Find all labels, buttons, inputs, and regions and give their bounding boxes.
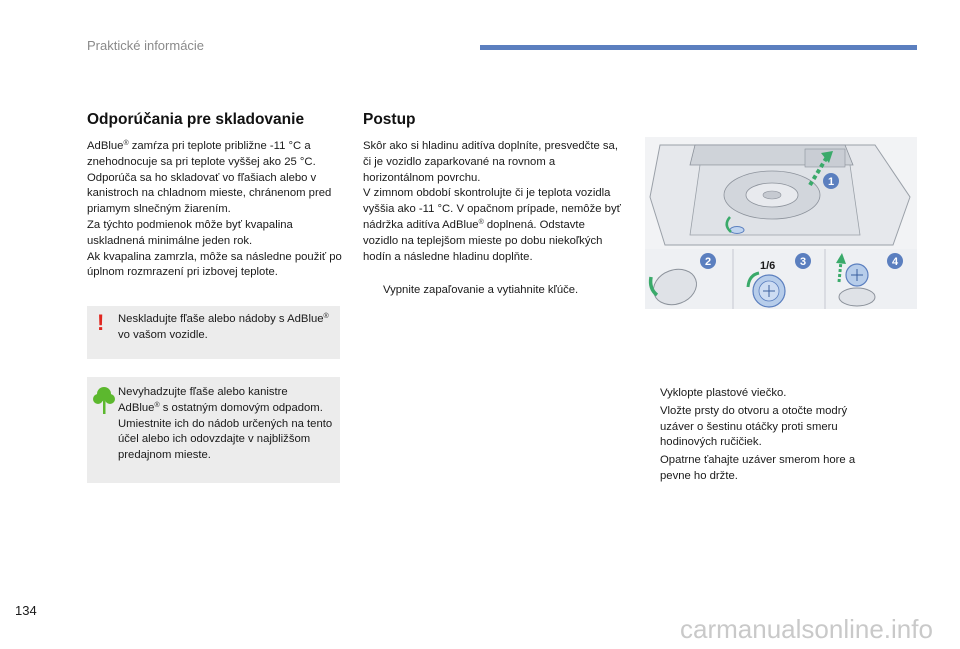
- procedure-heading: Postup: [363, 111, 416, 128]
- brand-name: AdBlue: [87, 140, 124, 152]
- registered-mark: ®: [123, 140, 129, 147]
- storage-heading: Odporúčania pre skladovanie: [87, 111, 305, 128]
- step-text: Opatrne ťahajte uzáver smerom hore a pevne ho držte.: [660, 454, 856, 482]
- storage-paragraph-3: Ak kvapalina zamrzla, môže sa následne použiť po úplnom rozmrazení pri izbovej teplote.: [87, 250, 342, 279]
- procedure-section: [363, 111, 621, 265]
- adblue-filler-illustration: [645, 137, 917, 309]
- running-header: Praktické informácie: [87, 38, 205, 53]
- procedure-intro-a: Skôr ako si hladinu aditíva doplníte, presvedčte sa, či je vozidlo zaparkované na rovnom a horizontálnom povrchu.: [363, 140, 618, 184]
- storage-section: [87, 111, 342, 281]
- brand-name: AdBlue: [118, 401, 155, 414]
- step-text: Vypnite zapaľovanie a vytiahnite kľúče.: [383, 284, 579, 296]
- procedure-intro-b: [363, 186, 621, 265]
- registered-mark: ®: [154, 401, 160, 409]
- intro-b-text-2: doplnená. Odstavte vozidlo na teplejšom mieste po dobu niekoľkých hodín a následne hladinu doplňte.: [363, 218, 603, 263]
- storage-text: zamŕza pri teplote približne -11 °C a znehodnocuje sa pri teplote vyššej ako 25 °C. Odporúča sa ho skladovať vo fľašiach alebo v kanistroch na chladnom mieste, chránenom pred priamym slnečným žiarením.: [87, 140, 332, 216]
- warning-icon: !: [97, 310, 105, 335]
- page-number: 134: [15, 603, 37, 618]
- registered-mark: ®: [323, 313, 329, 320]
- eco-line-1: Nevyhadzujte fľaše alebo kanistre: [118, 386, 288, 398]
- storage-paragraph-2: Za týchto podmienok môže byť kvapalina uskladnená minimálne jeden rok.: [87, 218, 293, 247]
- watermark: carmanualsonline.info: [680, 614, 933, 644]
- procedure-step-1: [363, 283, 641, 299]
- step-text: Vložte prsty do otvoru a otočte modrý uzáver o šestinu otáčky proti smeru hodinových ručičiek.: [660, 404, 848, 449]
- callout-2: 2: [704, 256, 712, 268]
- storage-paragraph-1: [87, 139, 342, 218]
- procedure-step-4: [640, 453, 875, 485]
- callout-4: 4: [891, 256, 899, 268]
- environment-box: [87, 377, 340, 483]
- callout-3: 3: [799, 256, 807, 268]
- header-accent-bar: [480, 45, 917, 50]
- procedure-steps-continued: [640, 386, 875, 485]
- callout-1: 1: [827, 176, 835, 188]
- dial-label: 1/6: [760, 260, 776, 272]
- intro-b-text: V zimnom období skontrolujte či je teplota vozidla vyššia ako -11 °C. V opačnom prípade, nemôže byť nádržka aditíva AdBlue: [363, 187, 621, 231]
- tree-icon: [93, 385, 115, 415]
- environment-text: [118, 385, 338, 464]
- eco-line-2: s ostatným domovým odpadom. Umiestnite ich do nádob určených na tento účel alebo ich odovzdajte v najbližšom predajnom mieste.: [118, 401, 333, 462]
- registered-mark: ®: [478, 218, 484, 226]
- step-text: Vyklopte plastové viečko.: [660, 387, 787, 399]
- warning-text: [118, 312, 336, 344]
- warning-box: [87, 306, 340, 359]
- procedure-step-3: [640, 404, 875, 451]
- procedure-step-2: [640, 386, 875, 402]
- warning-text-a: Neskladujte fľaše alebo nádoby s AdBlue: [118, 313, 324, 325]
- warning-text-b: vo vašom vozidle.: [118, 328, 208, 341]
